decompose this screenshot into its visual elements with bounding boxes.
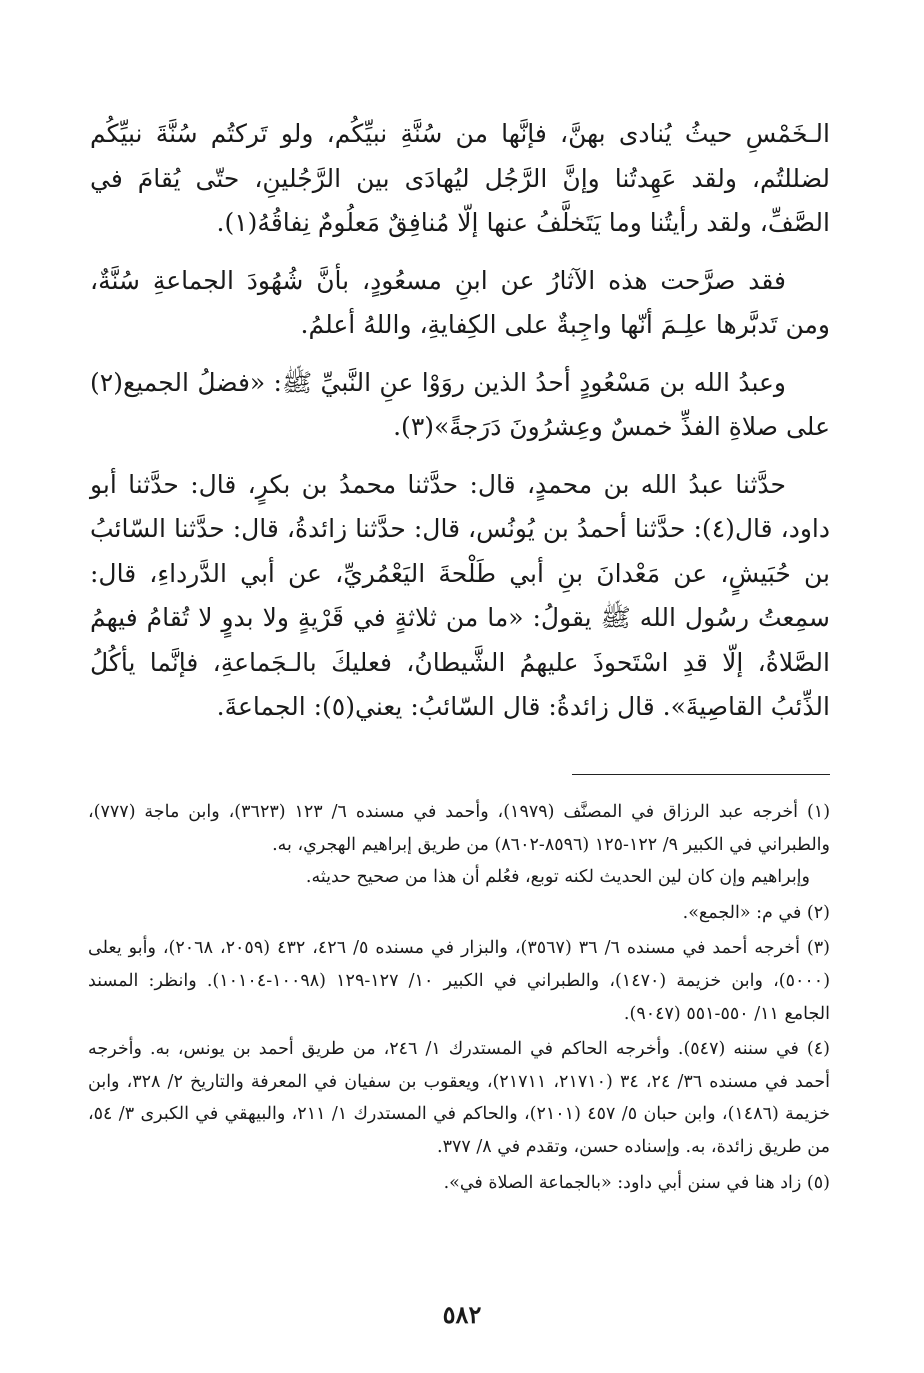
footnotes — [88, 796, 830, 1202]
main-text — [90, 112, 830, 743]
paragraph-3: وعبدُ الله بن مَسْعُودٍ أحدُ الذين روَوْا عنِ النَّبيِّ ﷺ: «فضلُ الجميع(٢) على صلاةِ الفذِّ خمسٌ وعِشرُونَ دَرَجةً»(٣). — [90, 367, 830, 441]
footnote-4: (٤) في سننه (٥٤٧). وأخرجه الحاكم في المستدرك ١/ ٢٤٦، من طريق أحمد بن يونس، به. وأخرجه أحمد في مسنده ٣٦/ ٢٤، ٣٤ (٢١٧١٠، ٢١٧١١)، ويعقوب بن سفيان في المعرفة والتاريخ ٢/ ٣٢٨، وابن خزيمة (١٤٨٦)، وابن حبان ٥/ ٤٥٧ (٢١٠١)، والحاكم في المستدرك ١/ ٢١١، والبيهقي في الكبرى ٣/ ٥٤، من طريق زائدة، به. وإسناده حسن، وتقدم في ٨/ ٣٧٧. — [88, 1039, 831, 1157]
footnote-1-continuation: وإبراهيم وإن كان لين الحديث لكنه توبع، فعُلم أن هذا من صحيح حديثه. — [305, 867, 810, 888]
paragraph-1: الـخَمْسِ حيثُ يُنادى بهنَّ، فإنَّها من سُنَّةِ نبيِّكُم، ولو تَركتُم سُنَّةَ نبيِّكُم لضللتُم، ولقد عَهِدتُنا وإنَّ الرَّجُل ليُهادَى بين الرَّجُلينِ، حتّى يُقامَ في الصَّفِّ، ولقد رأيتُنا وما يَتَخلَّفُ عنها إلّا مُنافِقٌ مَعلُومٌ نِفاقُهُ(١). — [90, 119, 830, 237]
footnote-3: (٣) أخرجه أحمد في مسنده ٦/ ٣٦ (٣٥٦٧)، والبزار في مسنده ٥/ ٤٢٦، ٤٣٢ (٢٠٥٩، ٢٠٦٨)، وأبو يعلى (٥٠٠٠)، وابن خزيمة (١٤٧٠)، والطبراني في الكبير ١٠/ ١٢٧-١٢٩ (١٠٠٩٨-١٠١٠٤). وانظر: المسند الجامع ١١/ ٥٥٠-٥٥١ (٩٠٤٧). — [88, 938, 831, 1024]
footnote-1-main: (١) أخرجه عبد الرزاق في المصنَّف (١٩٧٩)، وأحمد في مسنده ٦/ ١٢٣ (٣٦٢٣)، وابن ماجة (٧٧٧)، والطبراني في الكبير ٩/ ١٢٢-١٢٥ (٨٥٩٦-٨٦٠٢) من طريق إبراهيم الهجري، به. — [88, 802, 831, 855]
page-number: ٥٨٢ — [442, 1300, 482, 1329]
paragraph-4: حدَّثنا عبدُ الله بن محمدٍ، قال: حدَّثنا محمدُ بن بكرٍ، قال: حدَّثنا أبو داود، قال(٤): حدَّثنا أحمدُ بن يُونُس، قال: حدَّثنا زائدةُ، قال: حدَّثنا السّائبُ بن حُبَيشٍ، عن مَعْدانَ بنِ أبي طَلْحةَ اليَعْمُريِّ، عن أبي الدَّرداءِ، قال: سمِعتُ رسُول الله ﷺ يقولُ: «ما من ثلاثةٍ في قَرْيةٍ ولا بدوٍ لا تُقامُ فيهمُ الصَّلاةُ، إلّا قدِ اسْتَحوذَ عليهمُ الشَّيطانُ، فعليكَ بالـجَماعةِ، فإنَّما يأكُلُ الذِّئبُ القاصِيةَ». قال زائدةُ: قال السّائبُ: يعني(٥): الجماعةَ. — [90, 469, 830, 721]
footnote-2: (٢) في م: «الجمع». — [682, 902, 830, 923]
footnote-divider — [572, 774, 830, 775]
footnote-5: (٥) زاد هنا في سنن أبي داود: «بالجماعة الصلاة في». — [443, 1172, 830, 1193]
paragraph-2: فقد صرَّحت هذه الآثارُ عن ابنِ مسعُودٍ، بأنَّ شُهُودَ الجماعةِ سُنَّةٌ، ومن تَدبَّرها علِـمَ أنّها واجِبةٌ على الكِفايةِ، واللهُ أعلمُ. — [90, 265, 830, 339]
footnote-1 — [88, 796, 830, 894]
